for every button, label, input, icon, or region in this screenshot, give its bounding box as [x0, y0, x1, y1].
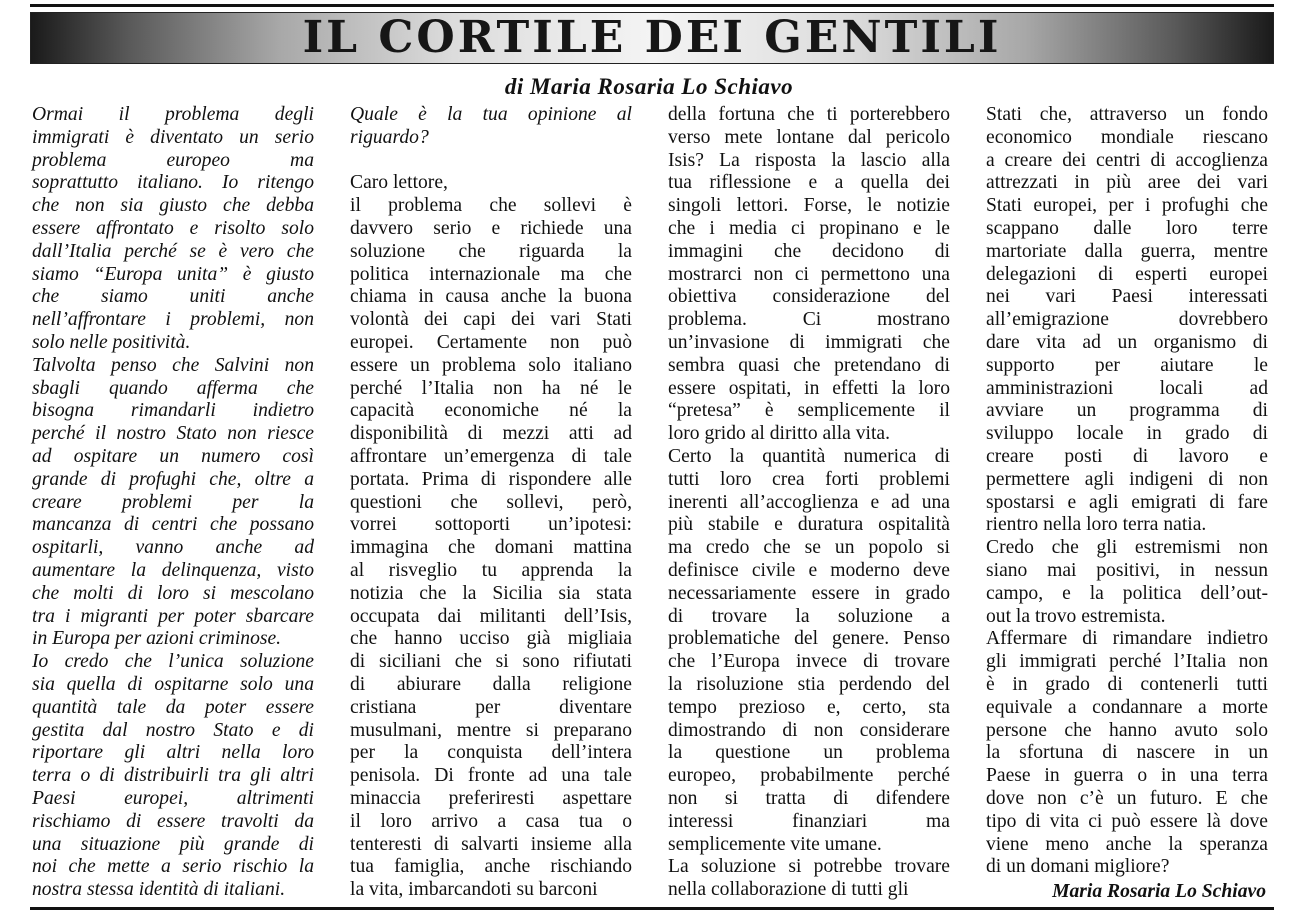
text-line: che siamo uniti anche	[32, 286, 314, 308]
text-line: sembra quasi che pretendano di	[668, 354, 950, 376]
text-line: di abiurare dalla religione	[350, 673, 632, 695]
text-line: problema europeo ma	[32, 149, 314, 171]
text-line: un’invasione di immigrati che	[668, 331, 950, 353]
text-line: nella collaborazione di tutti gli	[668, 879, 909, 901]
text-line: scappano dalle loro terre	[986, 217, 1268, 239]
text-line: di trovare la soluzione a	[668, 605, 950, 627]
text-line: davvero serio e richiede una	[350, 217, 632, 239]
text-line: Io credo che l’unica soluzione	[32, 651, 314, 673]
text-line: che non sia giusto che debba	[32, 195, 314, 217]
text-line: aumentare la delinquenza, visto	[32, 559, 314, 581]
text-line: perché il nostro Stato non riesce	[32, 423, 314, 445]
text-line: questioni che sollevi, però,	[350, 491, 632, 513]
text-line: cristiana per diventare	[350, 696, 632, 718]
text-line: capacità economiche né la	[350, 400, 632, 422]
text-line: nei vari Paesi interessati	[986, 286, 1268, 308]
text-line: dall’Italia perché se è vero che	[32, 240, 314, 262]
text-line: noi che mette a serio rischio la	[32, 856, 314, 878]
text-line: La soluzione si potrebbe trovare	[668, 856, 950, 878]
text-line: loro grido al diritto alla vita.	[668, 423, 891, 445]
text-line: è in grado di contenerli tutti	[986, 673, 1268, 695]
text-line: notizia che la Sicilia sia stata	[350, 582, 632, 604]
text-line: Quale è la tua opinione al	[350, 104, 632, 125]
text-line: ma credo che se un popolo si	[668, 537, 950, 559]
text-line: mancanza di centri che possano	[32, 514, 314, 536]
text-line: la vita, imbarcandoti su barconi	[350, 879, 598, 901]
text-line: immigrati è diventato un serio	[32, 126, 314, 148]
text-line: di un domani migliore?	[986, 856, 1170, 878]
signature: Maria Rosaria Lo Schiavo	[1052, 881, 1266, 902]
text-line: sbagli quando afferma che	[32, 377, 314, 399]
text-line: semplicemente vite umane.	[668, 833, 882, 855]
text-line: out la trovo estremista.	[986, 605, 1166, 627]
text-line: Caro lettore,	[350, 172, 448, 194]
text-line: amministrazioni locali ad	[986, 377, 1268, 399]
text-line: disponibilità di mezzi atti ad	[350, 423, 632, 445]
text-line: economico mondiale riescano	[986, 126, 1268, 148]
text-line: penisola. Di fronte ad una tale	[350, 765, 632, 787]
title-banner	[30, 12, 1274, 64]
text-line: chiama in causa anche la buona	[350, 286, 632, 308]
text-line: Ormai il problema degli	[32, 104, 314, 125]
text-line: sviluppo locale in grado di	[986, 423, 1268, 445]
text-line: la questione un problema	[668, 742, 950, 764]
text-line: occupata dai militanti dell’Isis,	[350, 605, 632, 627]
text-line: rientro nella loro terra natia.	[986, 514, 1207, 536]
text-line: dove non c’è un futuro. E che	[986, 787, 1268, 809]
text-line: solo nelle positività.	[32, 331, 191, 353]
text-line: siamo “Europa unita” è giusto	[32, 263, 314, 285]
text-line: grande di profughi che, oltre a	[32, 468, 314, 490]
text-line: della fortuna che ti porterebbero	[668, 104, 950, 125]
column-2	[350, 104, 632, 902]
text-line: necessariamente essere in grado	[668, 582, 950, 604]
text-line: tra i migranti per poter sbarcare	[32, 605, 314, 627]
text-line: obiettiva considerazione del	[668, 286, 950, 308]
text-line: creare posti di lavoro e	[986, 445, 1268, 467]
text-line: politica internazionale ma che	[350, 263, 632, 285]
text-line: al risveglio tu apprenda la	[350, 559, 632, 581]
text-line: problematiche del genere. Penso	[668, 628, 950, 650]
text-line: il loro arrivo a casa tua o	[350, 810, 632, 832]
text-line: essere un problema solo italiano	[350, 354, 632, 376]
text-line: Credo che gli estremismi non	[986, 537, 1268, 559]
text-line: tutti loro crea forti problemi	[668, 468, 950, 490]
text-line: immagina che domani mattina	[350, 537, 632, 559]
paragraph-spacer	[350, 150, 632, 173]
text-line: definisce civile e moderno deve	[668, 559, 950, 581]
text-line: avviare un programma di	[986, 400, 1268, 422]
text-line: a creare dei centri di accoglienza	[986, 149, 1268, 171]
text-line: mostrarci non ci permettono una	[668, 263, 950, 285]
text-line: quantità tale da poter essere	[32, 696, 314, 718]
text-line: Stati che, attraverso un fondo	[986, 104, 1268, 125]
text-line: tenteresti di salvarti insieme alla	[350, 833, 632, 855]
text-line: più stabile e duratura ospitalità	[668, 514, 950, 536]
text-line: perché l’Italia non ha né le	[350, 377, 632, 399]
text-line: ad ospitare un numero così	[32, 445, 314, 467]
text-line: delegazioni di esperti europei	[986, 263, 1268, 285]
text-line: minaccia preferiresti aspettare	[350, 787, 632, 809]
page-title: IL CORTILE DEI GENTILI	[302, 12, 1002, 63]
text-line: dimostrando di non considerare	[668, 719, 950, 741]
text-line: nostra stessa identità di italiani.	[32, 879, 286, 901]
text-line: creare problemi per la	[32, 491, 314, 513]
column-4	[986, 104, 1268, 879]
text-line: tempo prezioso e, certo, sta	[668, 696, 950, 718]
text-line: Certo la quantità numerica di	[668, 445, 950, 467]
text-line: Paese in guerra o in una terra	[986, 765, 1268, 787]
text-line: all’emigrazione dovrebbero	[986, 309, 1268, 331]
text-line: riportare gli altri nella loro	[32, 742, 314, 764]
text-line: volontà dei capi dei vari Stati	[350, 309, 632, 331]
text-line: interessi finanziari ma	[668, 810, 950, 832]
text-line: rischiamo di essere travolti da	[32, 810, 314, 832]
text-line: campo, e la politica dell’out-	[986, 582, 1268, 604]
text-line: Isis? La risposta la lascio alla	[668, 149, 950, 171]
text-line: “pretesa” è semplicemente il	[668, 400, 950, 422]
text-line: il problema che sollevi è	[350, 195, 632, 217]
text-line: tipo di vita ci può essere là dove	[986, 810, 1268, 832]
text-line: soluzione che riguarda la	[350, 240, 632, 262]
text-line: essere ospitati, in effetti la loro	[668, 377, 950, 399]
text-line: problema. Ci mostrano	[668, 309, 950, 331]
text-line: di siciliani che si sono rifiutati	[350, 651, 632, 673]
text-line: Stati europei, per i profughi che	[986, 195, 1268, 217]
text-line: la sfortuna di nascere in un	[986, 742, 1268, 764]
text-line: Affermare di rimandare indietro	[986, 628, 1268, 650]
text-line: sia quella di ospitarne solo una	[32, 673, 314, 695]
text-line: immagini che decidono di	[668, 240, 950, 262]
text-line: europei. Certamente non può	[350, 331, 632, 353]
text-line: vorrei sottoporti un’ipotesi:	[350, 514, 632, 536]
text-line: tua famiglia, anche rischiando	[350, 856, 632, 878]
text-line: dare vita ad un organismo di	[986, 331, 1268, 353]
text-line: viene meno anche la speranza	[986, 833, 1268, 855]
text-line: singoli lettori. Forse, le notizie	[668, 195, 950, 217]
text-line: in Europa per azioni criminose.	[32, 628, 282, 650]
text-line: ospitarli, vanno anche ad	[32, 537, 314, 559]
text-line: terra o di distribuirli tra gli altri	[32, 765, 314, 787]
text-line: musulmani, mentre si preparano	[350, 719, 632, 741]
text-line: siano mai positivi, in nessun	[986, 559, 1268, 581]
text-line: che l’Europa invece di trovare	[668, 651, 950, 673]
text-line: supporto per aiutare le	[986, 354, 1268, 376]
text-line: inerenti all’accoglienza e ad una	[668, 491, 950, 513]
text-line: che hanno ucciso già migliaia	[350, 628, 632, 650]
text-line: essere affrontato e risolto solo	[32, 217, 314, 239]
text-line: gestita dal nostro Stato e di	[32, 719, 314, 741]
text-line: Talvolta penso che Salvini non	[32, 354, 314, 376]
text-line: bisogna rimandarli indietro	[32, 400, 314, 422]
text-line: che i media ci propinano e le	[668, 217, 950, 239]
text-line: la risoluzione stia perdendo del	[668, 673, 950, 695]
byline: di Maria Rosaria Lo Schiavo	[504, 74, 794, 99]
text-line: Paesi europei, altrimenti	[32, 787, 314, 809]
text-line: che molti di loro si mescolano	[32, 582, 314, 604]
text-line: persone che hanno avuto solo	[986, 719, 1268, 741]
text-line: per la conquista dell’intera	[350, 742, 632, 764]
text-line: martoriate dalla guerra, mentre	[986, 240, 1268, 262]
text-line: spostarsi e agli emigrati di fare	[986, 491, 1268, 513]
text-line: equivale a condannare a morte	[986, 696, 1268, 718]
text-line: non si tratta di difendere	[668, 787, 950, 809]
text-line: nell’affrontare i problemi, non	[32, 309, 314, 331]
text-line: portata. Prima di rispondere alle	[350, 468, 632, 490]
text-line: attrezzati in più aree dei vari	[986, 172, 1268, 194]
bottom-rule	[30, 907, 1274, 910]
text-line: soprattutto italiano. Io ritengo	[32, 172, 314, 194]
column-1-letter	[32, 104, 314, 902]
column-3	[668, 104, 950, 902]
text-line: permettere agli indigeni di non	[986, 468, 1268, 490]
text-line: verso mete lontane dal pericolo	[668, 126, 950, 148]
text-line: tua riflessione e a quella dei	[668, 172, 950, 194]
text-line: una situazione più grande di	[32, 833, 314, 855]
text-line: riguardo?	[350, 126, 429, 148]
text-line: gli immigrati perché l’Italia non	[986, 651, 1268, 673]
text-line: europeo, probabilmente perché	[668, 765, 950, 787]
text-line: affrontare un’emergenza di tale	[350, 445, 632, 467]
top-rule	[30, 4, 1274, 7]
